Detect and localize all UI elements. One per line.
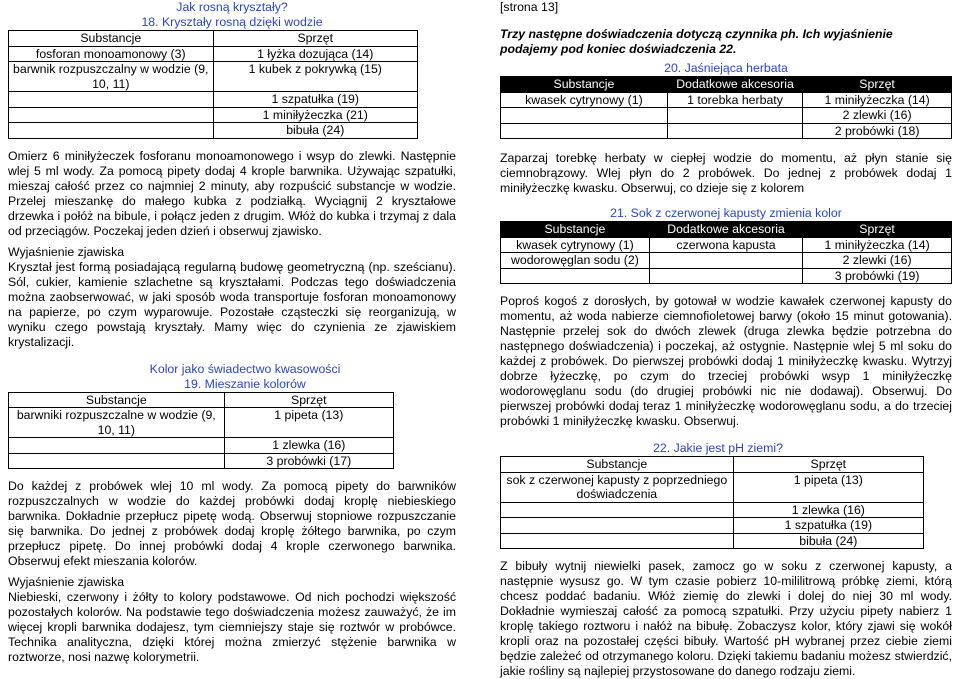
table-cell [9, 92, 214, 108]
table-row [501, 253, 952, 269]
table-cell [501, 518, 734, 534]
exp18-procedure: Omierz 6 miniłyżeczek fosforanu monoamonowego i wsyp do zlewki. Następnie wlej 5 ml wody. Za pomocą pipety dodaj 4 krople barwnika. Używając szpatułki, mieszaj całość przez co najmniej 2 minuty, aby rozpuścić substancje w wodzie. Przelej mieszankę do małego kubka z podziałką. Wyciągnij 2 kryształowe drzewka i połóż na bibule, i połącz jeden z drugim. Włóż do kubka i trzymaj z dala od przeciągów. Poczekaj jeden dzień i obserwuj zjawisko. [8, 148, 456, 238]
table-cell [649, 253, 802, 269]
exp18-explanation-title: Wyjaśnienie zjawiska [8, 244, 125, 259]
table-cell: 1 miniłyżeczka (14) [803, 92, 952, 108]
table-row [9, 46, 418, 62]
table-row [9, 453, 394, 469]
table-cell: 1 szpatułka (19) [733, 518, 923, 534]
table-cell [667, 108, 802, 124]
table-row [9, 438, 394, 454]
table-cell: 1 pipeta (13) [733, 472, 923, 502]
table-row [501, 237, 952, 253]
table-row [501, 518, 924, 534]
table-cell: 3 probówki (17) [224, 453, 393, 469]
table-cell: 1 miniłyżeczka (21) [213, 107, 418, 123]
table-cell: kwasek cytrynowy (1) [501, 237, 650, 253]
exp21-table [500, 221, 952, 284]
exp21-procedure: Poproś kogoś z dorosłych, by gotował w wodzie kawałek czerwonej kapusty do momentu, aż woda nabierze ciemnofioletowej barwy (około 15 minut gotowania). Następnie przelej sok do dwóch zlewek (druga zlewka będzie potrzebna do następnego doświadczenia) i poczekaj, aż ostygnie. Następnie wlej 5 ml soku do każdej z probówek. Do pierwszej probówki dodaj 1 miniłyżeczkę kwasku. Wytrzyj dobrze łyżeczkę, po czym do trzeciej probówki wsyp 1 miniłyżeczkę wodorowęglanu sodu (do drugiej probówki nic nie dodawaj). Obserwuj. Do pierwszej probówki dodaj teraz 1 miniłyżeczkę wodorowęglanu sodu, a do trzeciej probówki 1 miniłyżeczkę kwasku. Obserwuj. [500, 294, 952, 428]
table-cell: kwasek cytrynowy (1) [501, 92, 668, 108]
exp22-procedure: Z bibuły wytnij niewielki pasek, zamocz go w soku z czerwonej kapusty, a następnie wysusz go. W tym czasie pobierz 10-mililitrową próbkę ziemi, którą chcesz poddać badaniu. Włóż ziemię do zlewki i dolej do niej 30 ml wody. Dokładnie wymieszaj całość za pomocą szpatułki. Przy użyciu pipety nabierz 1 kroplę takiego roztworu i nałóż na bibułę. Zobaczysz kolor, który zjawi się wokół kropli oraz na pozostałej części bibuły. Wartość pH wybranej przez ciebie ziemi będzie zależeć od otrzymanego koloru. Dzięki takiemu badaniu możesz stwierdzić, jakie rośliny są najlepiej przystosowane do danego rodzaju ziemi. [500, 559, 952, 678]
table-cell: 1 torebka herbaty [667, 92, 802, 108]
table-header: Sprzęt [733, 457, 923, 473]
table-cell: 1 miniłyżeczka (14) [803, 237, 952, 253]
table-header: Substancje [501, 457, 734, 473]
table-cell [501, 108, 668, 124]
exp19-table [8, 392, 394, 470]
right-column [500, 0, 952, 679]
table-cell [501, 123, 668, 139]
section-heading: Kolor jako świadectwo kwasowości [149, 361, 341, 376]
table-row [9, 408, 394, 438]
table-header: Sprzęt [803, 222, 952, 238]
table-cell [9, 123, 214, 139]
table-cell [9, 107, 214, 123]
exp19-explanation-title: Wyjaśnienie zjawiska [8, 575, 125, 589]
table-cell [9, 438, 225, 454]
table-cell: bibuła (24) [213, 123, 418, 139]
table-cell: 1 zlewka (16) [733, 502, 923, 518]
table-cell [667, 123, 802, 139]
table-cell: bibuła (24) [733, 533, 923, 549]
exp20-title: 20. Jaśniejąca herbata [664, 61, 788, 75]
table-cell: 3 probówki (19) [803, 268, 952, 284]
page-reference: [strona 13] [500, 0, 559, 14]
table-cell [501, 533, 734, 549]
table-header: Sprzęt [213, 31, 418, 47]
table-row [9, 123, 418, 139]
table-header: Dodatkowe akcesoria [649, 222, 802, 238]
exp22-title: 22. Jakie jest pH ziemi? [653, 441, 783, 455]
table-cell: czerwona kapusta [649, 237, 802, 253]
main-heading: Jak rosną kryształy? [176, 0, 288, 14]
table-cell [501, 268, 650, 284]
table-cell [501, 502, 734, 518]
table-row [9, 92, 418, 108]
table-row [501, 472, 924, 502]
table-header: Sprzęt [803, 77, 952, 93]
exp21-title: 21. Sok z czerwonej kapusty zmienia kolor [610, 206, 842, 220]
table-header: Substancje [9, 31, 214, 47]
table-row [501, 123, 952, 139]
table-cell: 2 zlewki (16) [803, 253, 952, 269]
table-cell: 1 zlewka (16) [224, 438, 393, 454]
table-row [501, 92, 952, 108]
table-row [501, 533, 924, 549]
table-cell: wodorowęglan sodu (2) [501, 253, 650, 269]
table-header: Substancje [501, 222, 650, 238]
table-cell: 2 zlewki (16) [803, 108, 952, 124]
table-cell: 2 probówki (18) [803, 123, 952, 139]
table-cell: 1 kubek z pokrywką (15) [213, 62, 418, 92]
table-header: Substancje [9, 392, 225, 408]
table-cell: 1 łyżka dozująca (14) [213, 46, 418, 62]
table-cell: 1 szpatułka (19) [213, 92, 418, 108]
left-column [8, 0, 456, 665]
exp18-table [8, 30, 418, 139]
exp19-procedure: Do każdej z probówek wlej 10 ml wody. Za pomocą pipety do barwników rozpuszczalnych w wodzie do każdej probówki dodaj kroplę niebieskiego barwnika. Dokładnie przepłucz pipetę wodą. Obserwuj stopniowe rozpuszczanie się barwnika. Do jednej z probówek dodaj kroplę żółtego barwnika, po czym przepłucz pipetę. Do innej probówki dodaj 4 krople czerwonego barwnika. Obserwuj efekt mieszania kolorów. [8, 479, 456, 568]
table-cell: sok z czerwonej kapusty z poprzedniego doświadczenia [501, 472, 734, 502]
table-header: Dodatkowe akcesoria [667, 77, 802, 93]
exp19-title: 19. Mieszanie kolorów [184, 376, 306, 391]
table-cell: 1 pipeta (13) [224, 408, 393, 438]
table-row [9, 107, 418, 123]
table-cell: fosforan monoamonowy (3) [9, 46, 214, 62]
exp18-title: 18. Kryształy rosną dzięki wodzie [141, 15, 323, 29]
exp20-procedure: Zaparzaj torebkę herbaty w ciepłej wodzie do momentu, aż płyn stanie się ciemnobrązowy. Wlej płyn do 2 probówek. Do jednej z probówek dodaj 1 miniłyżeczkę kwasku. Obserwuj, co dzieje się z kolorem [500, 151, 952, 195]
table-cell [9, 453, 225, 469]
exp20-table [500, 76, 952, 139]
table-header: Sprzęt [224, 392, 393, 408]
table-row [501, 268, 952, 284]
table-cell: barwniki rozpuszczalne w wodzie (9, 10, 11) [9, 408, 225, 438]
ph-intro: Trzy następne doświadczenia dotyczą czynnika ph. Ich wyjaśnienie podajemy pod koniec doświadczenia 22. [500, 27, 893, 56]
table-row [9, 62, 418, 92]
table-cell [649, 268, 802, 284]
table-cell: barwnik rozpuszczalny w wodzie (9, 10, 11) [9, 62, 214, 92]
exp19-explanation: Niebieski, czerwony i żółty to kolory podstawowe. Od nich pochodzi większość pozostałych kolorów. Na podstawie tego doświadczenia możesz zauważyć, że im więcej kropli barwnika dodajesz, tym ciemniejszy staje się roztwór w probówce. Technika analityczna, dzięki której można zmierzyć stężenie barwnika w roztworze, nosi nazwę kolorymetrii. [8, 590, 456, 664]
exp22-table [500, 456, 924, 549]
table-row [501, 108, 952, 124]
table-header: Substancje [501, 77, 668, 93]
table-row [501, 502, 924, 518]
exp18-explanation: Kryształ jest formą posiadającą regularną budowę geometryczną (np. sześcianu). Sól, cukier, kamienie szlachetne są kryształami. Podczas tego doświadczenia można zaobserwować, w jaki sposób woda transportuje fosforan monoamonowy na papierze, po czym wyparowuje. Pozostałe cząsteczki się reorganizują, w wyniku czego powstają kryształy. Mamy więc do czynienia ze zjawiskiem krystalizacji. [8, 259, 456, 349]
